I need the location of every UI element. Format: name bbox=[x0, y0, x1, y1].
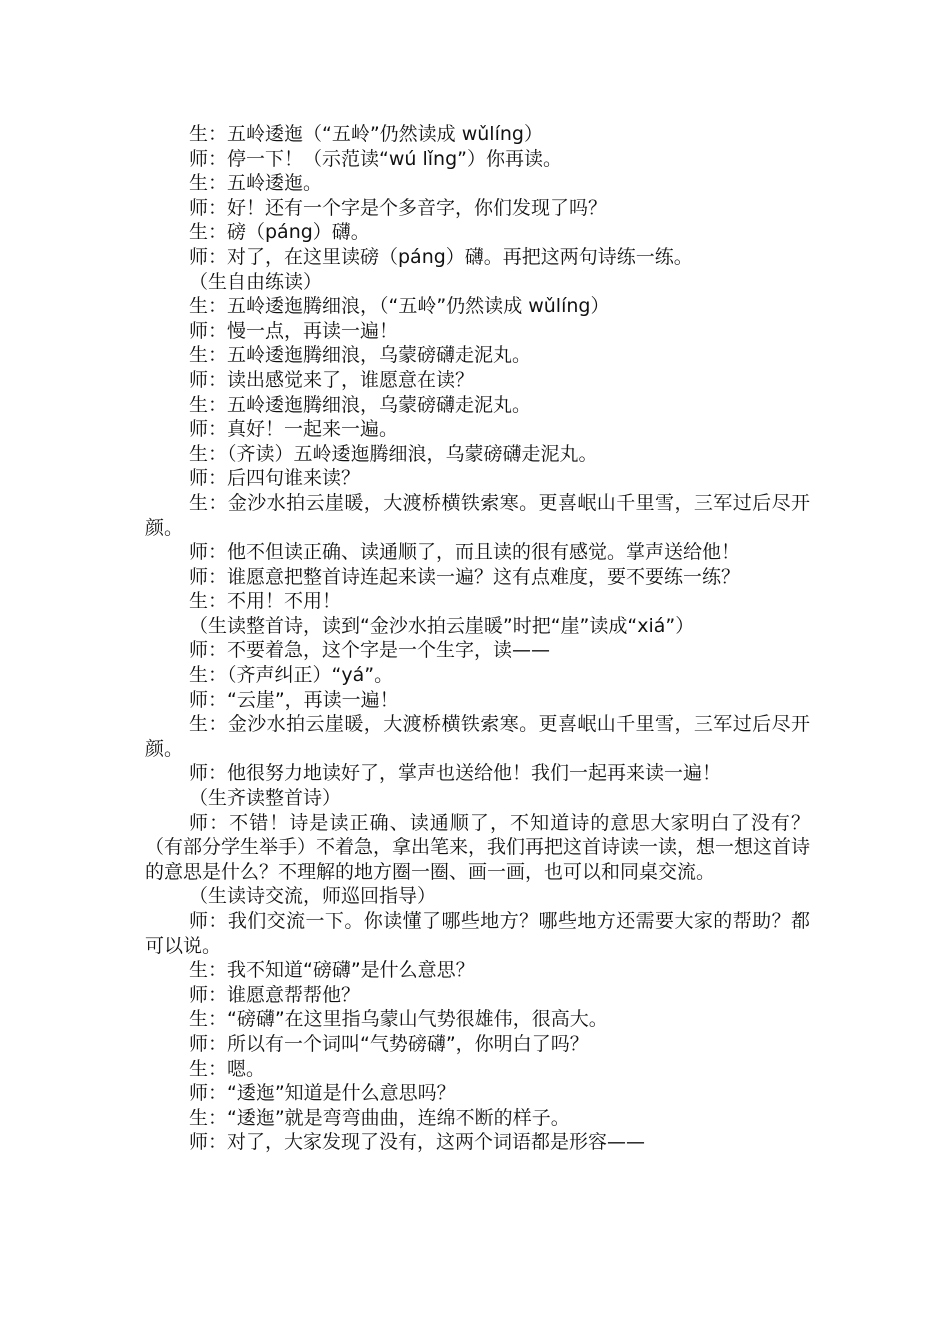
dialogue-line: 师：读出感觉来了，谁愿意在读？ bbox=[189, 368, 475, 391]
dialogue-line: 生：五岭逶迤（“五岭”仍然读成 wǔlíng） bbox=[189, 123, 543, 145]
dialogue-line: 生：“逶迤”就是弯弯曲曲，连绵不断的样子。 bbox=[189, 1106, 570, 1129]
dialogue-line: 师：对了，大家发现了没有，这两个词语都是形容—— bbox=[189, 1131, 646, 1154]
dialogue-line: 师：他很努力地读好了，掌声也送给他！我们一起再来读一遍！ bbox=[189, 762, 722, 785]
dialogue-line: 师：慢一点，再读一遍！ bbox=[189, 319, 399, 342]
dialogue-line: 师：好！还有一个字是个多音字，你们发现了吗？ bbox=[189, 196, 608, 219]
dialogue-paragraph: 生：金沙水拍云崖暖，大渡桥横铁索寒。更喜岷山千里雪，三军过后尽开颜。 bbox=[145, 491, 810, 539]
dialogue-line: 师：谁愿意帮帮他？ bbox=[189, 983, 361, 1006]
dialogue-line: 生：嗯。 bbox=[189, 1057, 266, 1080]
dialogue-line: 生：不用！不用！ bbox=[189, 590, 342, 613]
dialogue-paragraph: 师：我们交流一下。你读懂了哪些地方？哪些地方还需要大家的帮助？都可以说。 bbox=[145, 910, 810, 957]
dialogue-paragraph: 师：不错！诗是读正确、读通顺了，不知道诗的意思大家明白了没有？（有部分学生举手）不着急，拿出笔来，我们再把这首诗读一读，想一想这首诗的意思是什么？不理解的地方圈一圈、画一画，也可以和同桌交流。 bbox=[145, 811, 811, 883]
dialogue-line: 生：“磅礴”在这里指乌蒙山气势很雄伟，很高大。 bbox=[189, 1008, 608, 1031]
dialogue-line: 生：（齐声纠正）“yá”。 bbox=[189, 664, 394, 687]
dialogue-line: 生：五岭逶迤腾细浪，（“五岭”仍然读成 wǔlíng） bbox=[189, 295, 610, 318]
dialogue-line: 生：我不知道“磅礴”是什么意思？ bbox=[189, 959, 475, 982]
dialogue-line: 师：停一下！（示范读“wú lǐng”）你再读。 bbox=[189, 147, 562, 170]
dialogue-line: 生：五岭逶迤。 bbox=[189, 172, 323, 195]
stage-direction: （生自由练读） bbox=[189, 270, 323, 293]
dialogue-line: 生：（齐读）五岭逶迤腾细浪，乌蒙磅礴走泥丸。 bbox=[189, 442, 598, 465]
dialogue-line: 生：五岭逶迤腾细浪，乌蒙磅礴走泥丸。 bbox=[189, 344, 532, 367]
dialogue-line: 生：磅（páng）礴。 bbox=[189, 221, 370, 244]
stage-direction: （生齐读整首诗） bbox=[189, 787, 342, 810]
document-page bbox=[145, 122, 810, 1155]
stage-direction: （生读诗交流，师巡回指导） bbox=[189, 885, 437, 908]
dialogue-line: 师：对了，在这里读磅（páng）礴。再把这两句诗练一练。 bbox=[189, 245, 693, 268]
dialogue-line: 师：谁愿意把整首诗连起来读一遍？这有点难度，要不要练一练？ bbox=[189, 565, 741, 588]
dialogue-line: 生：五岭逶迤腾细浪，乌蒙磅礴走泥丸。 bbox=[189, 393, 532, 416]
dialogue-line: 师：真好！一起来一遍。 bbox=[189, 418, 399, 441]
dialogue-line: 师：不要着急，这个字是一个生字，读—— bbox=[189, 639, 551, 662]
dialogue-line: 师：所以有一个词叫“气势磅礴”，你明白了吗？ bbox=[189, 1032, 589, 1055]
dialogue-line: 师：后四句谁来读？ bbox=[189, 467, 361, 490]
dialogue-line: 师：他不但读正确、读通顺了，而且读的很有感觉。掌声送给他！ bbox=[189, 541, 741, 564]
dialogue-line: 师：“逶迤”知道是什么意思吗？ bbox=[189, 1082, 456, 1105]
dialogue-line: 师：“云崖”，再读一遍！ bbox=[189, 688, 399, 711]
stage-direction: （生读整首诗，读到“金沙水拍云崖暖”时把“崖”读成“xiá”） bbox=[189, 614, 695, 637]
dialogue-paragraph: 生：金沙水拍云崖暖，大渡桥横铁索寒。更喜岷山千里雪，三军过后尽开颜。 bbox=[145, 713, 810, 760]
